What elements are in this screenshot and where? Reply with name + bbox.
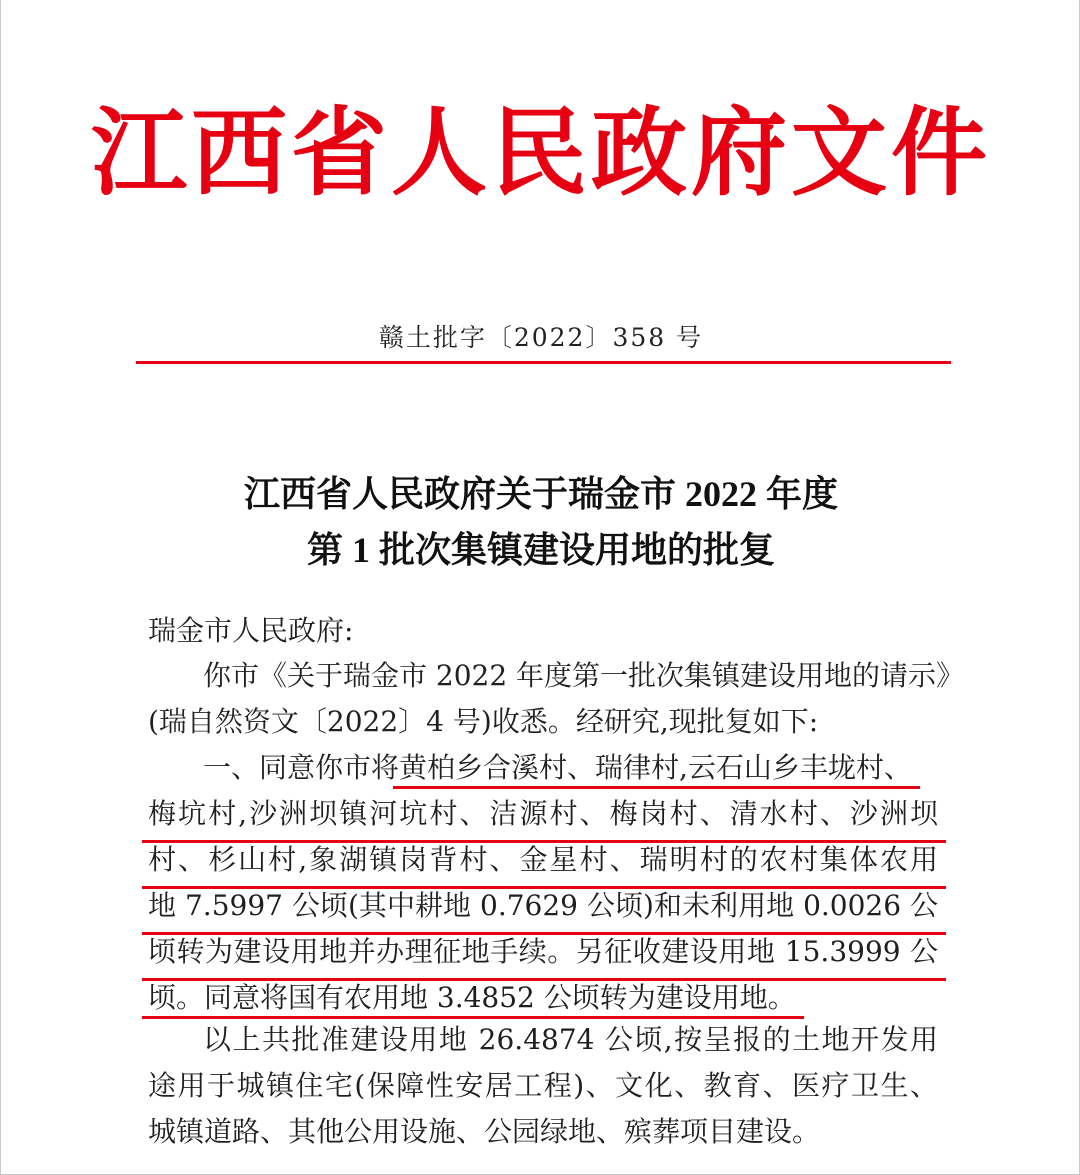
- paragraph-2-line-5: [148, 928, 938, 976]
- highlighted-text: 村、杉山村,象湖镇岗背村、金星村、瑞明村的农村集体农用: [148, 836, 938, 884]
- paragraph-3-line-2: 途用于城镇住宅(保障性安居工程)、文化、教育、医疗卫生、: [148, 1069, 938, 1102]
- paragraph-2-line-6: [148, 974, 938, 1022]
- document-number: 赣土批字〔2022〕358 号: [378, 323, 704, 352]
- highlighted-text: 黄柏乡合溪村、瑞律村,云石山乡丰垅村、: [399, 751, 912, 784]
- paragraph-3-line-1: 以上共批准建设用地 26.4874 公顷,按呈报的土地开发用: [203, 1023, 938, 1056]
- paragraph-1-line-1: 你市《关于瑞金市 2022 年度第一批次集镇建设用地的请示》: [203, 659, 965, 692]
- title-line-1: 江西省人民政府关于瑞金市 2022 年度: [243, 474, 838, 514]
- document-title: [1, 466, 1080, 578]
- masthead: 江西省人民政府文件: [91, 96, 991, 209]
- addressee: 瑞金市人民政府:: [148, 614, 354, 647]
- paragraph-2-line-2: [148, 790, 938, 838]
- paragraph-2-line-1: [203, 744, 938, 792]
- paragraph-2-line-3: [148, 836, 938, 884]
- paragraph-2-lead: 一、同意你市将: [203, 751, 400, 784]
- highlighted-text: 顷。同意将国有农用地 3.4852 公顷转为建设用地。: [148, 981, 796, 1014]
- paragraph-2-line-4: [148, 882, 938, 930]
- highlighted-text: 梅坑村,沙洲坝镇河坑村、洁源村、梅岗村、清水村、沙洲坝: [148, 790, 938, 838]
- red-separator-line: [136, 361, 951, 364]
- paragraph-3-line-3: 城镇道路、其他公用设施、公园绿地、殡葬项目建设。: [148, 1115, 821, 1148]
- title-line-2: 第 1 批次集镇建设用地的批复: [306, 530, 775, 570]
- paragraph-1-line-2: (瑞自然资文〔2022〕4 号)收悉。经研究,现批复如下:: [148, 705, 819, 738]
- highlighted-text: 地 7.5997 公顷(其中耕地 0.7629 公顷)和未利用地 0.0026 公: [148, 882, 938, 930]
- highlighted-text: 顷转为建设用地并办理征地手续。另征收建设用地 15.3999 公: [148, 928, 938, 976]
